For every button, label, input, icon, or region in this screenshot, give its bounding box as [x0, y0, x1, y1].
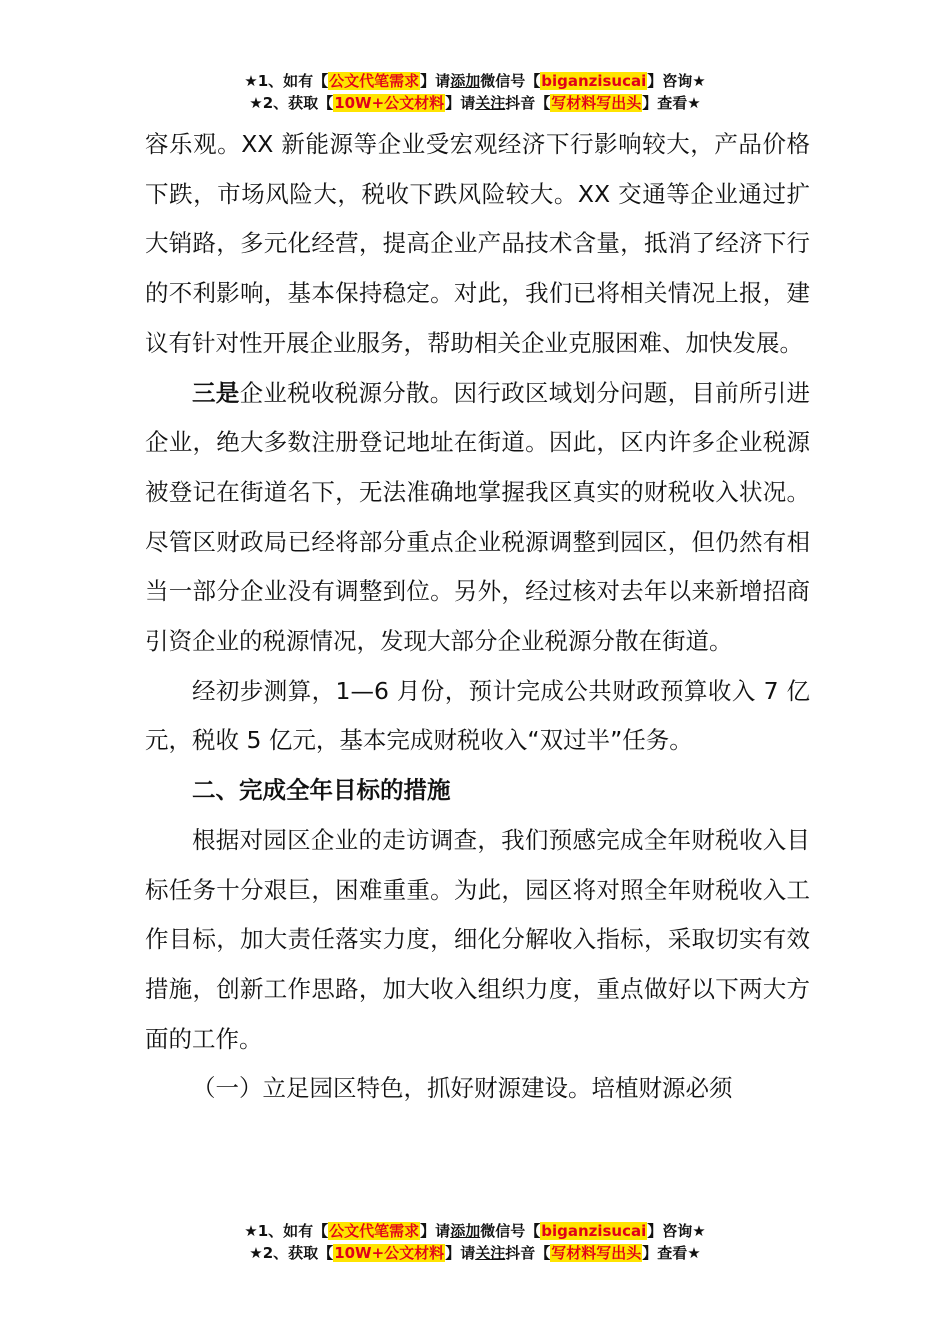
header-promo-banner	[0, 70, 950, 114]
promo-douyin-id: 写材料写出头	[551, 1244, 642, 1262]
promo-text: 微信号【	[480, 72, 541, 90]
promo-douyin-id: 写材料写出头	[551, 94, 642, 112]
promo-wechat-id: biganzisucai	[541, 1222, 647, 1240]
promo-line-1	[0, 70, 950, 92]
promo-highlight: 10W+公文材料	[334, 94, 445, 112]
promo-line-2	[0, 1242, 950, 1264]
promo-text: 】查看★	[642, 1244, 701, 1262]
promo-underline: 添加	[450, 72, 481, 90]
paragraph: 经初步测算，1—6 月份，预计完成公共财政预算收入 7 亿元，税收 5 亿元，基本完成财税收入“双过半”任务。	[145, 676, 810, 755]
section-heading: 二、完成全年目标的措施	[192, 776, 451, 805]
promo-text: 】查看★	[642, 94, 701, 112]
promo-text: 】请	[420, 1222, 451, 1240]
promo-highlight: 10W+公文材料	[334, 1244, 445, 1262]
promo-line-1	[0, 1220, 950, 1242]
promo-wechat-id: biganzisucai	[541, 72, 647, 90]
paragraph: （一）立足园区特色，抓好财源建设。培植财源必须	[192, 1074, 733, 1103]
promo-text: 】请	[445, 1244, 476, 1262]
promo-highlight: 公文代笔需求	[329, 72, 420, 90]
promo-highlight: 公文代笔需求	[329, 1222, 420, 1240]
paragraph-lead: 三是	[192, 378, 240, 407]
paragraph: 容乐观。XX 新能源等企业受宏观经济下行影响较大，产品价格下跌，市场风险大，税收下跌风险较大。XX 交通等企业通过扩大销路，多元化经营，提高企业产品技术含量，抵消了经济下行的不利影响，基本保持稳定。对此，我们已将相关情况上报，建议有针对性开展企业服务，帮助相关企业克服困难、加快发展。	[145, 130, 810, 357]
promo-text: 抖音【	[505, 94, 551, 112]
promo-text: 】请	[445, 94, 476, 112]
paragraph	[145, 369, 810, 667]
paragraph-text: 企业税收税源分散。因行政区域划分问题，目前所引进企业，绝大多数注册登记地址在街道。因此，区内许多企业税源被登记在街道名下，无法准确地掌握我区真实的财税收入状况。尽管区财政局已经将部分重点企业税源调整到园区，但仍然有相当一部分企业没有调整到位。另外，经过核对去年以来新增招商引资企业的税源情况，发现大部分企业税源分散在街道。	[145, 378, 811, 656]
promo-text: 】咨询★	[647, 72, 706, 90]
promo-text: ★1、如有【	[244, 1222, 329, 1240]
promo-text: 】请	[420, 72, 451, 90]
promo-underline: 关注	[475, 1244, 506, 1262]
footer-promo-banner	[0, 1220, 950, 1264]
promo-text: 微信号【	[480, 1222, 541, 1240]
promo-underline: 关注	[475, 94, 506, 112]
promo-text: ★1、如有【	[244, 72, 329, 90]
promo-text: 抖音【	[505, 1244, 551, 1262]
promo-text: 】咨询★	[647, 1222, 706, 1240]
promo-line-2	[0, 92, 950, 114]
paragraph: 根据对园区企业的走访调查，我们预感完成全年财税收入目标任务十分艰巨，困难重重。为此，园区将对照全年财税收入工作目标，加大责任落实力度，细化分解收入指标，采取切实有效措施，创新工作思路，加大收入组织力度，重点做好以下两大方面的工作。	[145, 825, 810, 1053]
promo-underline: 添加	[450, 1222, 481, 1240]
promo-text: ★2、获取【	[249, 94, 334, 112]
promo-text: ★2、获取【	[249, 1244, 334, 1262]
document-body	[145, 120, 810, 1114]
